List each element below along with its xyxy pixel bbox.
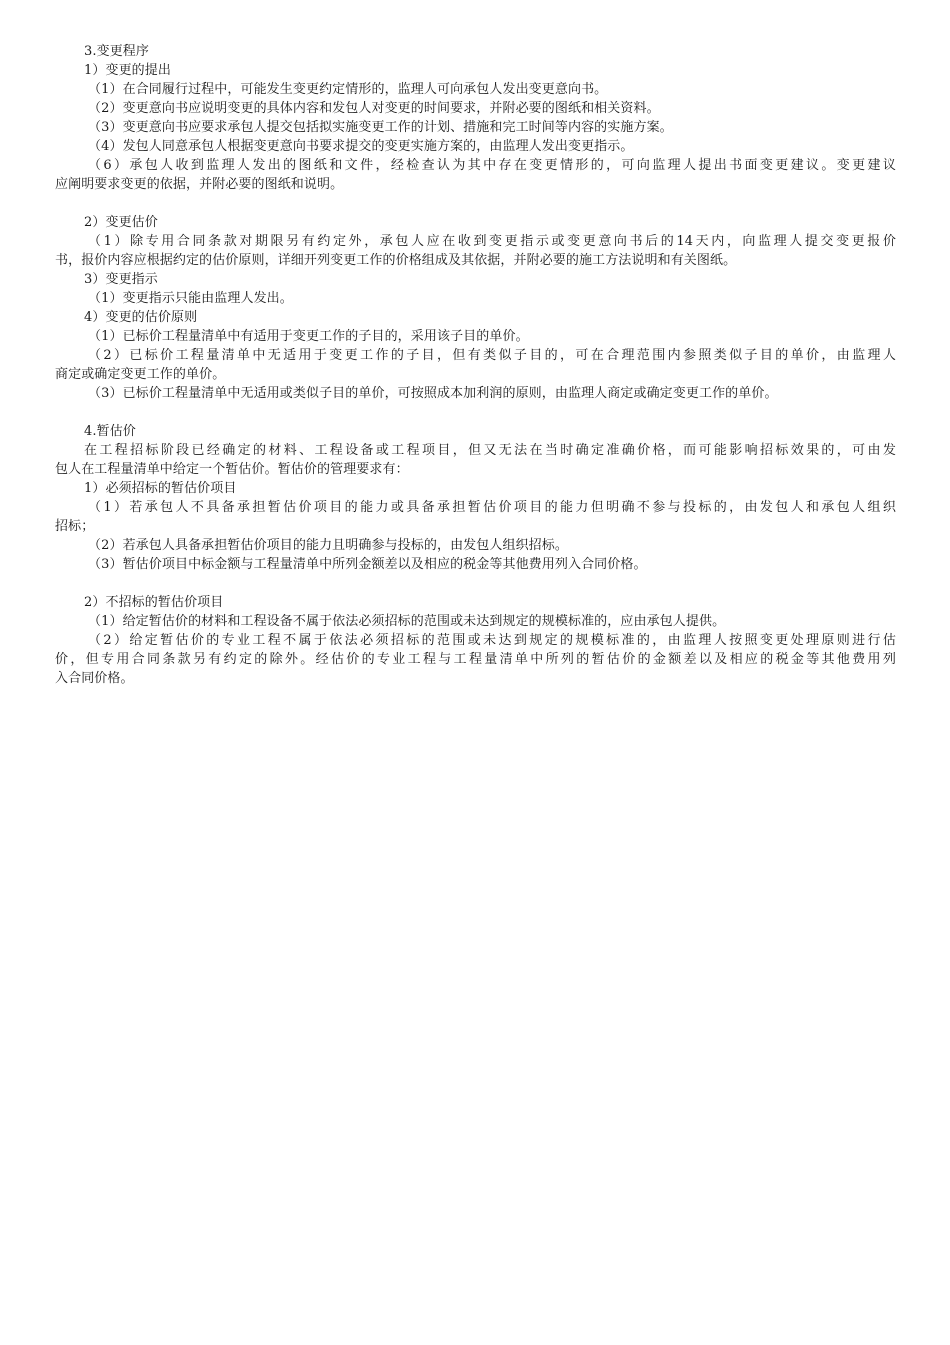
paragraph-line: 商定或确定变更工作的单价。 (55, 367, 226, 382)
subsection-heading-change-instruction: 3）变更指示 (84, 272, 158, 287)
section-heading-change-procedure: 3.变更程序 (84, 44, 150, 59)
subsection-heading-mandatory-tender: 1）必须招标的暂估价项目 (84, 481, 237, 496)
paragraph-line: （6）承包人收到监理人发出的图纸和文件，经检查认为其中存在变更情形的，可向监理人提出书面变更建议。变更建议 (88, 158, 896, 173)
paragraph-line: 包人在工程量清单中给定一个暂估价。暂估价的管理要求有： (55, 462, 409, 477)
paragraph: （1）在合同履行过程中，可能发生变更约定情形的，监理人可向承包人发出变更意向书。 (88, 82, 608, 97)
paragraph: （3）已标价工程量清单中无适用或类似子目的单价，可按照成本加利润的原则，由监理人商定或确定变更工作的单价。 (88, 386, 778, 401)
spacer (55, 403, 896, 422)
paragraph-line: （2）给定暂估价的专业工程不属于依法必须招标的范围或未达到规定的规模标准的，由监理人按照变更处理原则进行估 (88, 633, 896, 648)
paragraph-line: （1）若承包人不具备承担暂估价项目的能力或具备承担暂估价项目的能力但明确不参与投标的，由发包人和承包人组织 (88, 500, 896, 515)
paragraph: （1）给定暂估价的材料和工程设备不属于依法必须招标的范围或未达到规定的规模标准的，应由承包人提供。 (88, 614, 726, 629)
section-heading-provisional-sum: 4.暂估价 (84, 424, 136, 439)
paragraph-line: 价，但专用合同条款另有约定的除外。经估价的专业工程与工程量清单中所列的暂估价的金额差以及相应的税金等其他费用列 (55, 652, 896, 667)
paragraph-line: （2）已标价工程量清单中无适用于变更工作的子目，但有类似子目的，可在合理范围内参照类似子目的单价，由监理人 (88, 348, 896, 363)
paragraph: （4）发包人同意承包人根据变更意向书要求提交的变更实施方案的，由监理人发出变更指示。 (88, 139, 634, 154)
paragraph-line: 在工程招标阶段已经确定的材料、工程设备或工程项目，但又无法在当时确定准确价格，而可能影响招标效果的，可由发 (84, 443, 896, 458)
spacer (55, 194, 896, 213)
paragraph: （3）暂估价项目中标金额与工程量清单中所列金额差以及相应的税金等其他费用列入合同价格。 (88, 557, 647, 572)
paragraph-line: （1）除专用合同条款对期限另有约定外，承包人应在收到变更指示或变更意向书后的14天内，向监理人提交变更报价 (88, 234, 896, 249)
paragraph: （1）已标价工程量清单中有适用于变更工作的子目的，采用该子目的单价。 (88, 329, 529, 344)
paragraph: （2）变更意向书应说明变更的具体内容和发包人对变更的时间要求，并附必要的图纸和相关资料。 (88, 101, 660, 116)
subsection-heading-change-valuation: 2）变更估价 (84, 215, 158, 230)
subsection-heading-non-tender: 2）不招标的暂估价项目 (84, 595, 224, 610)
paragraph-line: 招标； (55, 519, 95, 534)
subsection-heading-valuation-principles: 4）变更的估价原则 (84, 310, 198, 325)
paragraph-line: 入合同价格。 (55, 671, 134, 686)
paragraph-line: 应阐明要求变更的依据，并附必要的图纸和说明。 (55, 177, 344, 192)
paragraph: （1）变更指示只能由监理人发出。 (88, 291, 293, 306)
paragraph: （2）若承包人具备承担暂估价项目的能力且明确参与投标的，由发包人组织招标。 (88, 538, 568, 553)
spacer (55, 574, 896, 593)
paragraph: （3）变更意向书应要求承包人提交包括拟实施变更工作的计划、措施和完工时间等内容的实施方案。 (88, 120, 673, 135)
paragraph-line: 书，报价内容应根据约定的估价原则，详细开列变更工作的价格组成及其依据，并附必要的施工方法说明和有关图纸。 (55, 253, 737, 268)
subsection-heading-change-proposal: 1）变更的提出 (84, 63, 171, 78)
